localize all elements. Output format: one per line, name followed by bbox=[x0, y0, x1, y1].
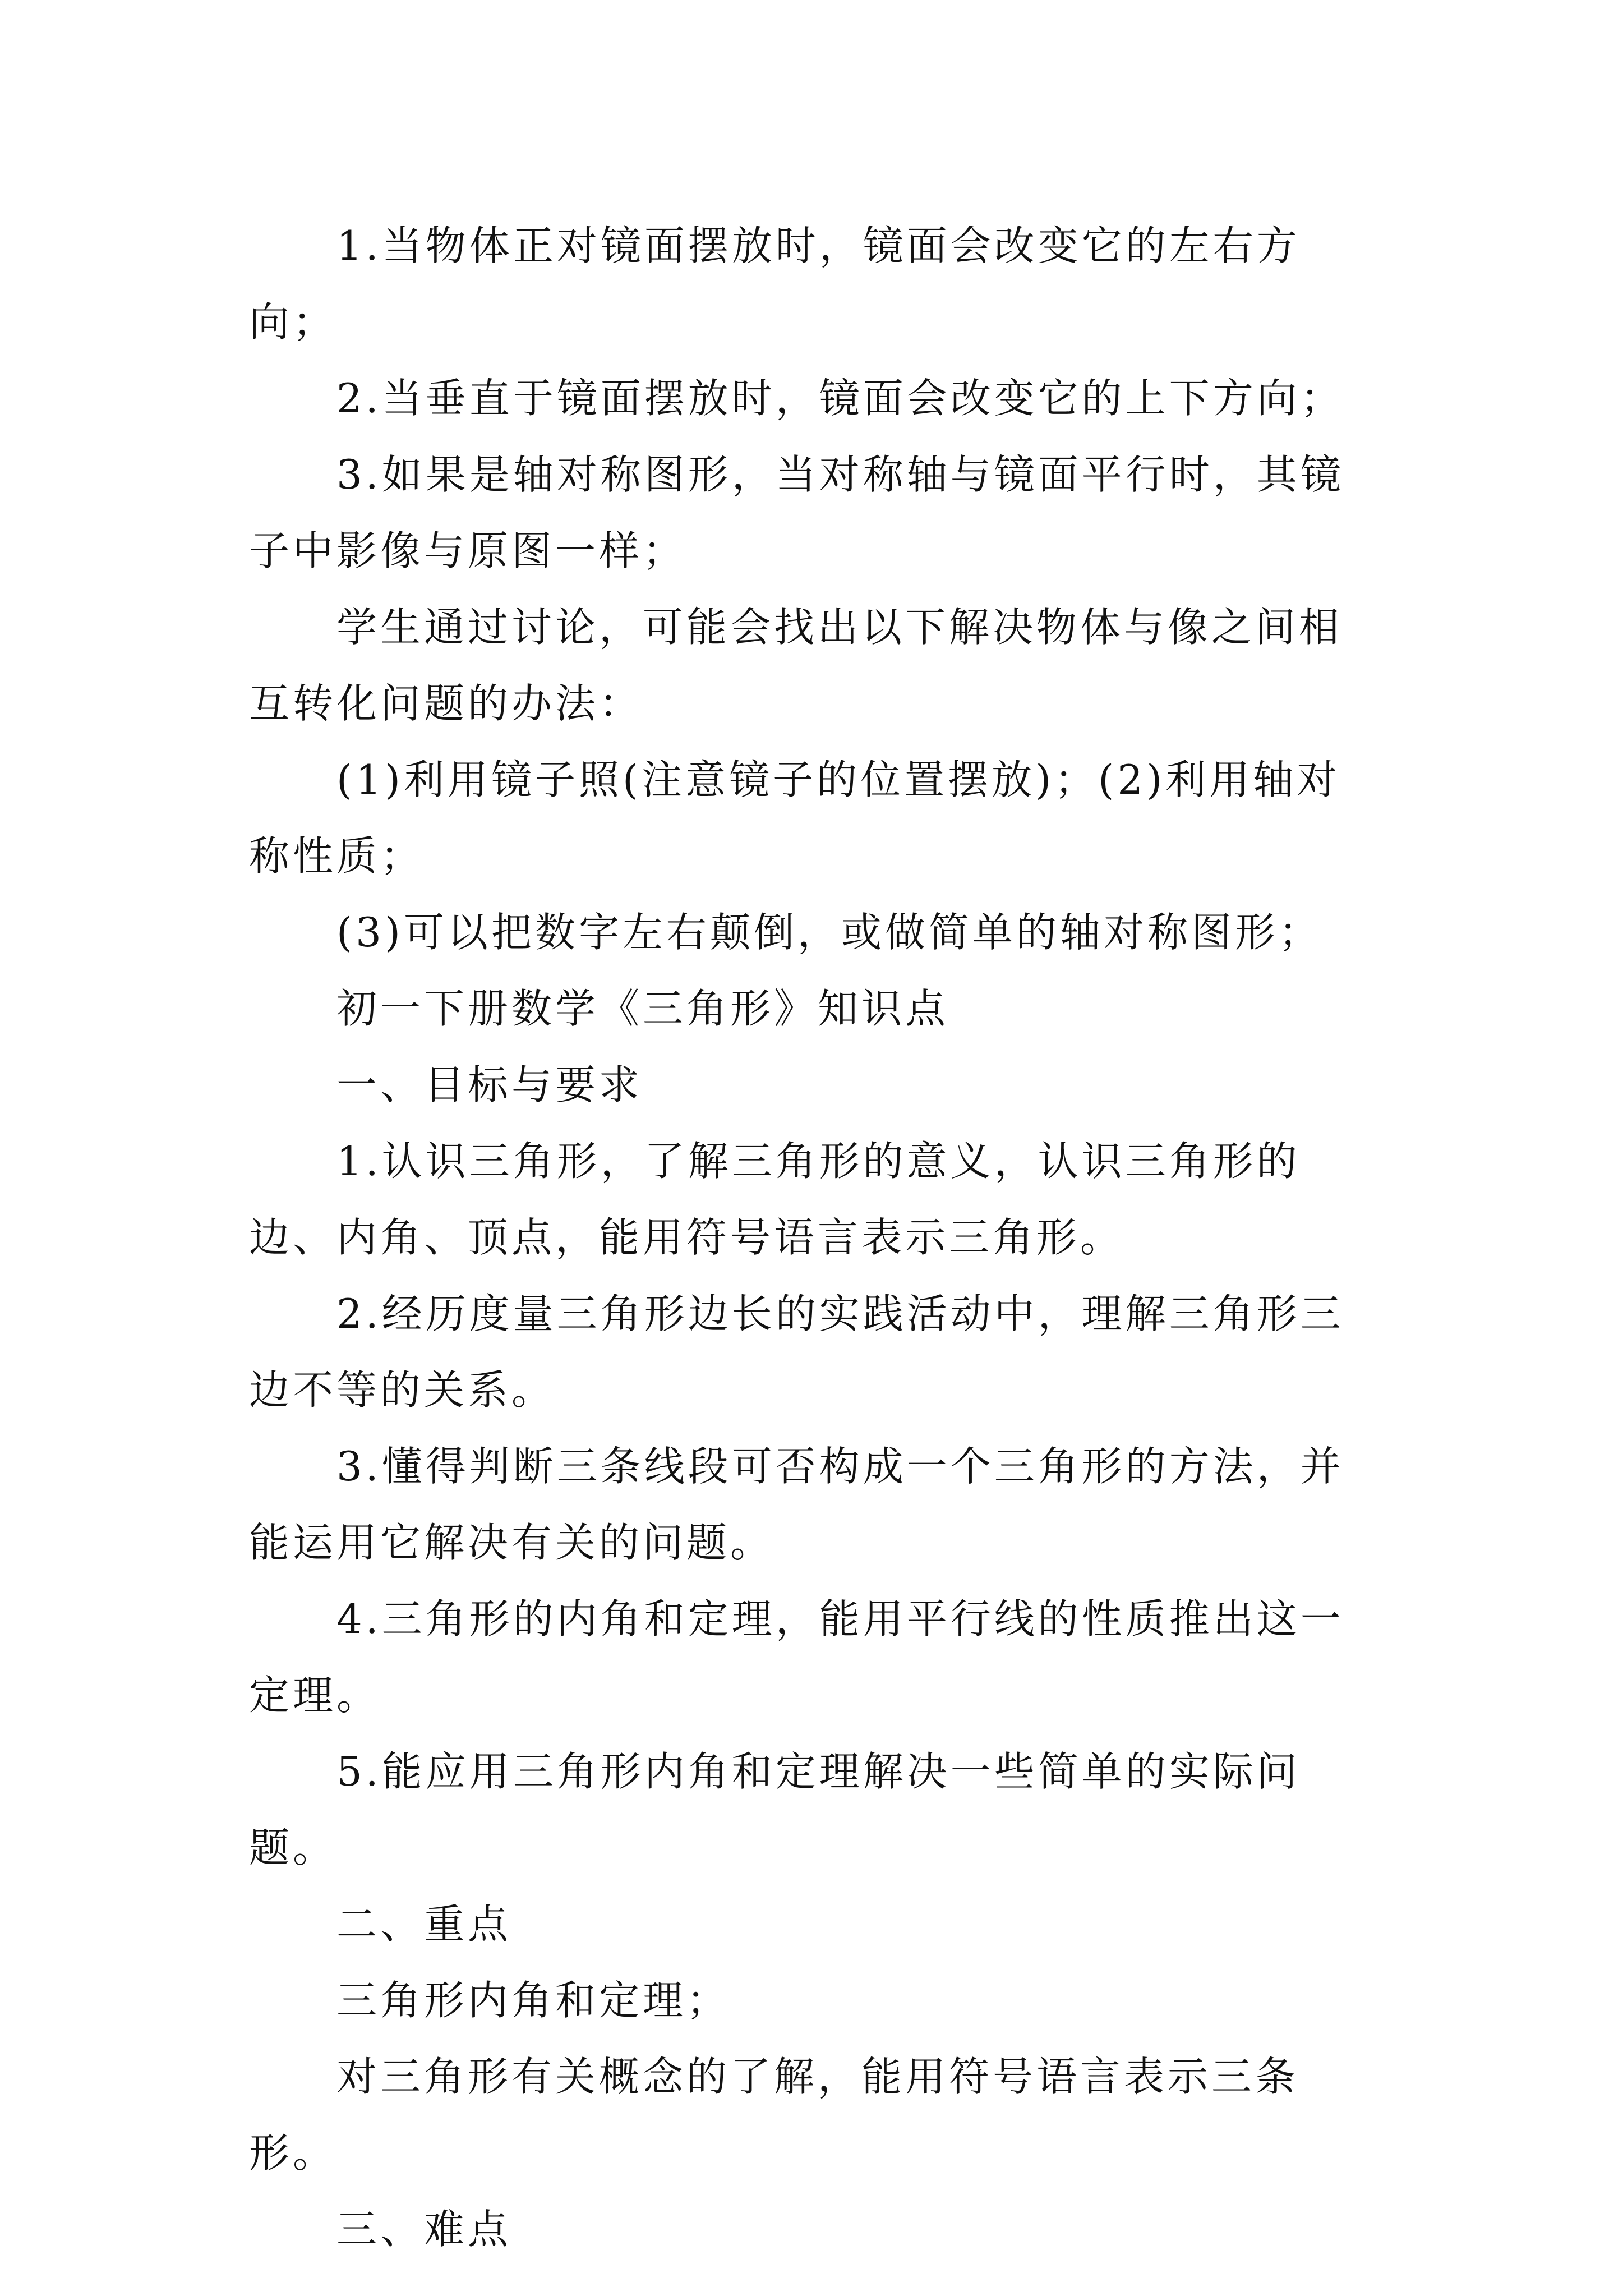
paragraph: 三角形内角和定理； bbox=[336, 1977, 731, 2024]
paragraph: 2.当垂直于镜面摆放时，镜面会改变它的上下方向； bbox=[336, 375, 1344, 422]
section-heading: 一、目标与要求 bbox=[336, 1061, 643, 1108]
paragraph: 学生通过讨论，可能会找出以下解决物体与像之间相互转化问题的办法： bbox=[249, 604, 1343, 727]
paragraph: 对三角形有关概念的了解，能用符号语言表示三条形。 bbox=[249, 2053, 1299, 2177]
paragraph: 5.能应用三角形内角和定理解决一些简单的实际问题。 bbox=[249, 1748, 1301, 1871]
document-body bbox=[249, 208, 1380, 2267]
paragraph: 1.认识三角形，了解三角形的意义，认识三角形的边、内角、顶点，能用符号语言表示三角形。 bbox=[249, 1138, 1301, 1261]
paragraph: 3.如果是轴对称图形，当对称轴与镜面平行时，其镜子中影像与原图一样； bbox=[249, 451, 1344, 574]
section-heading: 三、难点 bbox=[336, 2206, 512, 2253]
paragraph: (1)利用镜子照(注意镜子的位置摆放)；(2)利用轴对称性质； bbox=[249, 756, 1341, 880]
paragraph: 3.懂得判断三条线段可否构成一个三角形的方法，并能运用它解决有关的问题。 bbox=[249, 1443, 1344, 1566]
paragraph: (3)可以把数字左右颠倒，或做简单的轴对称图形； bbox=[336, 909, 1322, 956]
paragraph: 2.经历度量三角形边长的实践活动中，理解三角形三边不等的关系。 bbox=[249, 1290, 1344, 1414]
section-heading: 二、重点 bbox=[336, 1901, 512, 1948]
paragraph: 4.三角形的内角和定理，能用平行线的性质推出这一定理。 bbox=[249, 1595, 1344, 1719]
section-title: 初一下册数学《三角形》知识点 bbox=[336, 985, 949, 1032]
paragraph: 1.当物体正对镜面摆放时，镜面会改变它的左右方向； bbox=[249, 222, 1301, 346]
